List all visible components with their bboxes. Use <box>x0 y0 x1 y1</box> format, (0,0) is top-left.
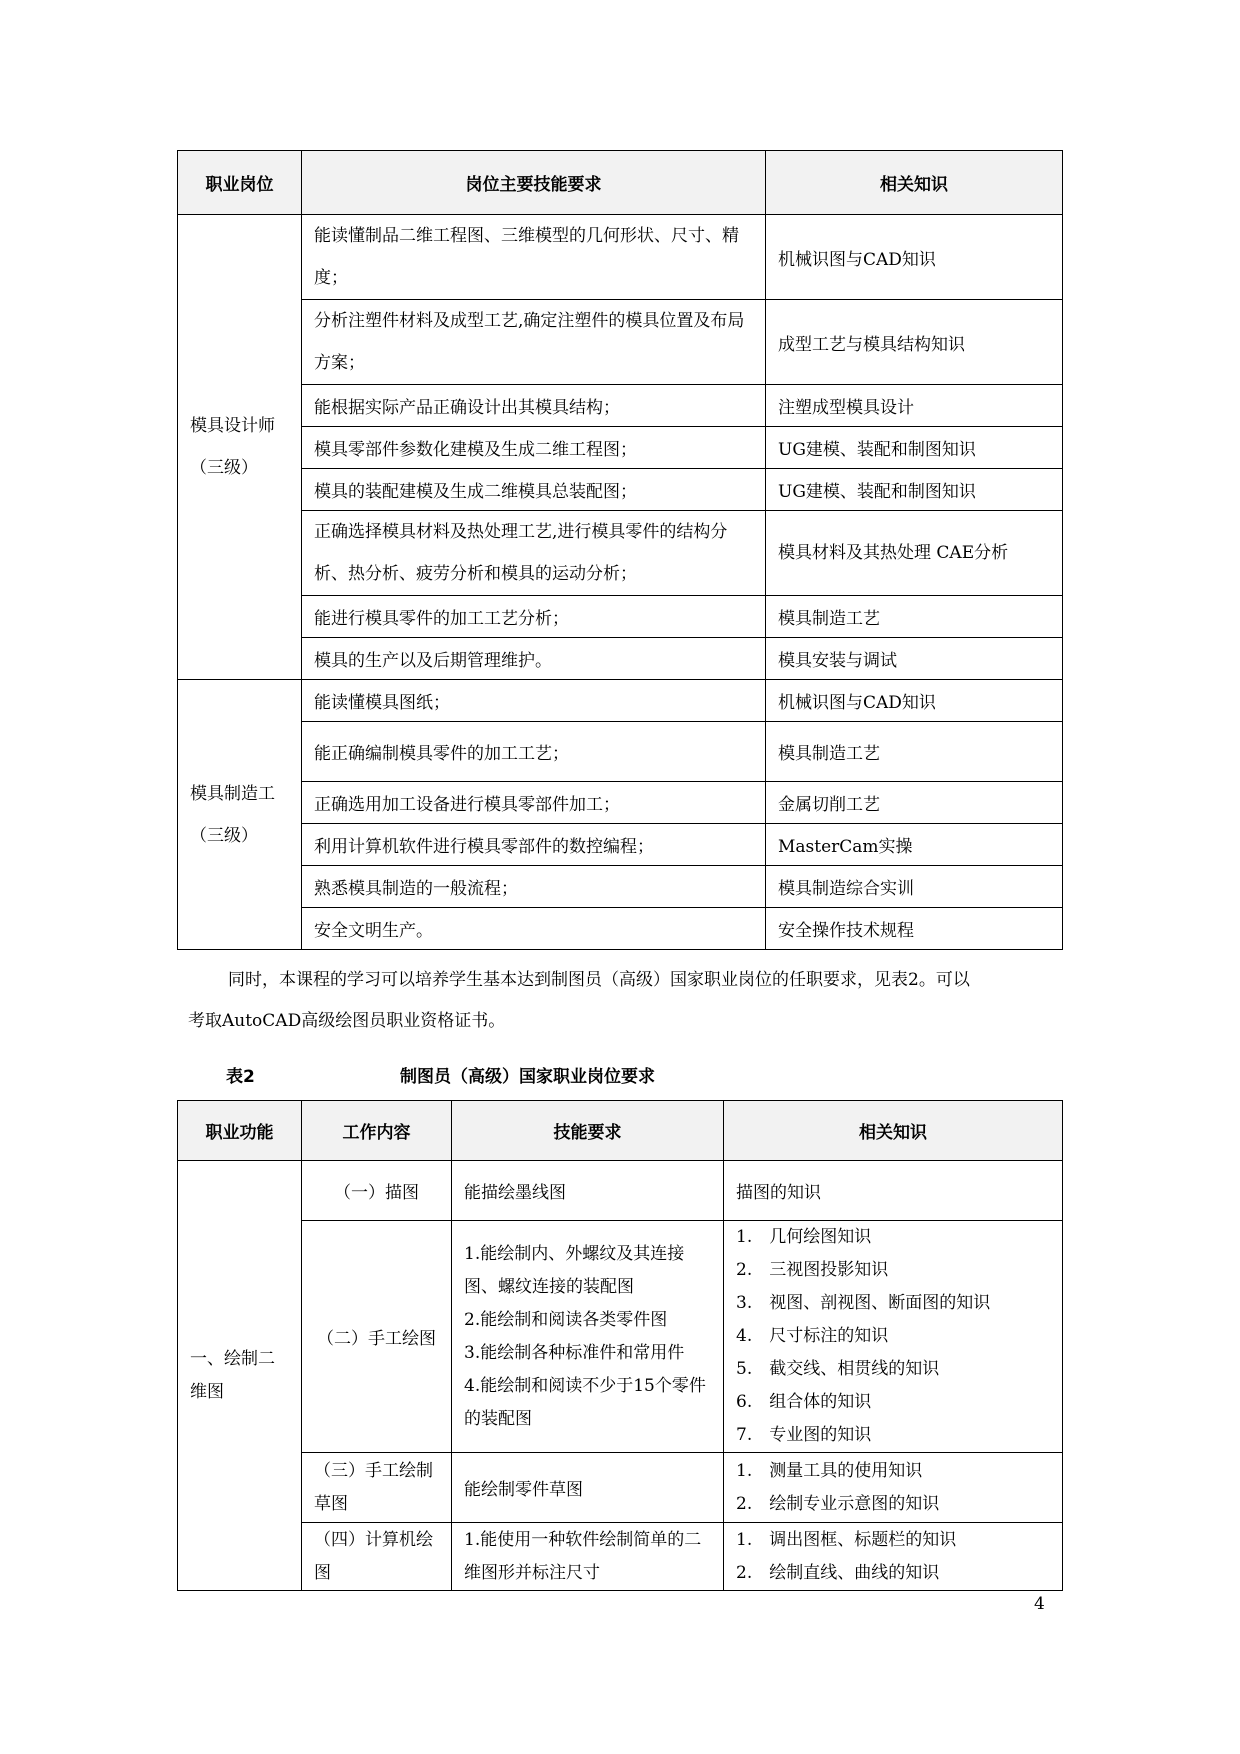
table-cell-skill: 能正确编制模具零件的加工工艺； <box>302 722 766 782</box>
table2-cell-content: （一）描图 <box>302 1161 452 1221</box>
table2-cell-skill: 1.能使用一种软件绘制简单的二维图形并标注尺寸 <box>452 1523 724 1591</box>
table-cell-knowledge: UG建模、装配和制图知识 <box>766 427 1063 469</box>
function-draw-2d: 一、绘制二维图 <box>178 1161 302 1591</box>
knowledge-item: 6. 组合体的知识 <box>736 1392 872 1412</box>
position-mold-designer: 模具设计师（三级） <box>178 215 302 680</box>
table-cell-skill: 能进行模具零件的加工工艺分析； <box>302 596 766 638</box>
skill-item: 1.能绘制内、外螺纹及其连接图、螺纹连接的装配图 <box>464 1243 685 1297</box>
knowledge-item: 1. 几何绘图知识 <box>736 1227 872 1247</box>
knowledge-item: 7. 专业图的知识 <box>736 1425 872 1445</box>
table2-caption-title: 制图员（高级）国家职业岗位要求 <box>400 1067 655 1087</box>
knowledge-item: 4. 尺寸标注的知识 <box>736 1326 889 1346</box>
knowledge-item: 1. 调出图框、标题栏的知识 <box>736 1529 957 1550</box>
table-cell-skill: 分析注塑件材料及成型工艺,确定注塑件的模具位置及布局方案； <box>302 300 766 385</box>
table2-header-knowledge: 相关知识 <box>724 1101 1063 1161</box>
table-cell-skill: 安全文明生产。 <box>302 908 766 950</box>
table2-cell-content: （四）计算机绘图 <box>302 1523 452 1591</box>
table2-cell-knowledge-list <box>724 1523 1063 1591</box>
table2-caption-label: 表2 <box>226 1067 255 1087</box>
table1-header-position: 职业岗位 <box>178 151 302 215</box>
table-cell-knowledge: 注塑成型模具设计 <box>766 385 1063 427</box>
table-cell-skill: 模具零部件参数化建模及生成二维工程图； <box>302 427 766 469</box>
table2-cell-knowledge: 描图的知识 <box>724 1161 1063 1221</box>
table1-header-skill: 岗位主要技能要求 <box>302 151 766 215</box>
table-cell-skill: 能读懂制品二维工程图、三维模型的几何形状、尺寸、精度； <box>302 215 766 300</box>
table-cell-knowledge: 模具安装与调试 <box>766 638 1063 680</box>
table2-header-skill: 技能要求 <box>452 1101 724 1161</box>
table2-cell-skill-list <box>452 1221 724 1453</box>
table2-cell-skill: 能绘制零件草图 <box>452 1453 724 1523</box>
knowledge-item: 2. 绘制直线、曲线的知识 <box>736 1562 940 1583</box>
table2-header-function: 职业功能 <box>178 1101 302 1161</box>
skill-item: 3.能绘制各种标准件和常用件 <box>464 1342 685 1363</box>
knowledge-item: 2. 三视图投影知识 <box>736 1260 889 1280</box>
table-cell-knowledge: 成型工艺与模具结构知识 <box>766 300 1063 385</box>
table-cell-skill: 利用计算机软件进行模具零部件的数控编程； <box>302 824 766 866</box>
table-cell-knowledge: UG建模、装配和制图知识 <box>766 469 1063 511</box>
knowledge-item: 2. 绘制专业示意图的知识 <box>736 1493 940 1514</box>
table-cell-knowledge: 模具材料及其热处理 CAE分析 <box>766 511 1063 596</box>
paragraph-line-2: 考取AutoCAD高级绘图员职业资格证书。 <box>188 1011 506 1031</box>
table-cell-knowledge: 模具制造工艺 <box>766 722 1063 782</box>
table2-cell-skill: 能描绘墨线图 <box>452 1161 724 1221</box>
skills-table-2 <box>177 1100 1063 1591</box>
table-cell-skill: 熟悉模具制造的一般流程； <box>302 866 766 908</box>
knowledge-item: 1. 测量工具的使用知识 <box>736 1460 923 1481</box>
table-cell-skill: 正确选择模具材料及热处理工艺,进行模具零件的结构分析、热分析、疲劳分析和模具的运动分析； <box>302 511 766 596</box>
table-cell-knowledge: 模具制造综合实训 <box>766 866 1063 908</box>
body-paragraph <box>188 952 1060 1008</box>
knowledge-item: 5. 截交线、相贯线的知识 <box>736 1359 940 1379</box>
table2-cell-knowledge-list <box>724 1453 1063 1523</box>
knowledge-item: 3. 视图、剖视图、断面图的知识 <box>736 1293 991 1313</box>
table-cell-knowledge: 模具制造工艺 <box>766 596 1063 638</box>
table-cell-skill: 模具的生产以及后期管理维护。 <box>302 638 766 680</box>
table-cell-skill: 正确选用加工设备进行模具零部件加工； <box>302 782 766 824</box>
table-cell-knowledge: 安全操作技术规程 <box>766 908 1063 950</box>
table-cell-skill: 能读懂模具图纸； <box>302 680 766 722</box>
table1-header-knowledge: 相关知识 <box>766 151 1063 215</box>
page-number: 4 <box>1034 1594 1045 1614</box>
table-cell-knowledge: 机械识图与CAD知识 <box>766 215 1063 300</box>
paragraph-line-1: 同时，本课程的学习可以培养学生基本达到制图员（高级）国家职业岗位的任职要求，见表2。可以 <box>228 970 970 990</box>
table-cell-knowledge: MasterCam实操 <box>766 824 1063 866</box>
table2-cell-content: （二）手工绘图 <box>302 1221 452 1453</box>
table-cell-knowledge: 机械识图与CAD知识 <box>766 680 1063 722</box>
position-mold-maker: 模具制造工（三级） <box>178 680 302 950</box>
skill-item: 2.能绘制和阅读各类零件图 <box>464 1309 668 1330</box>
table2-header-content: 工作内容 <box>302 1101 452 1161</box>
table-cell-skill: 能根据实际产品正确设计出其模具结构； <box>302 385 766 427</box>
table-cell-skill: 模具的装配建模及生成二维模具总装配图； <box>302 469 766 511</box>
table2-cell-knowledge-list <box>724 1221 1063 1453</box>
table-cell-knowledge: 金属切削工艺 <box>766 782 1063 824</box>
skills-table-1 <box>177 150 1063 950</box>
skill-item: 4.能绘制和阅读不少于15个零件的装配图 <box>464 1375 706 1429</box>
table2-cell-content: （三）手工绘制草图 <box>302 1453 452 1523</box>
